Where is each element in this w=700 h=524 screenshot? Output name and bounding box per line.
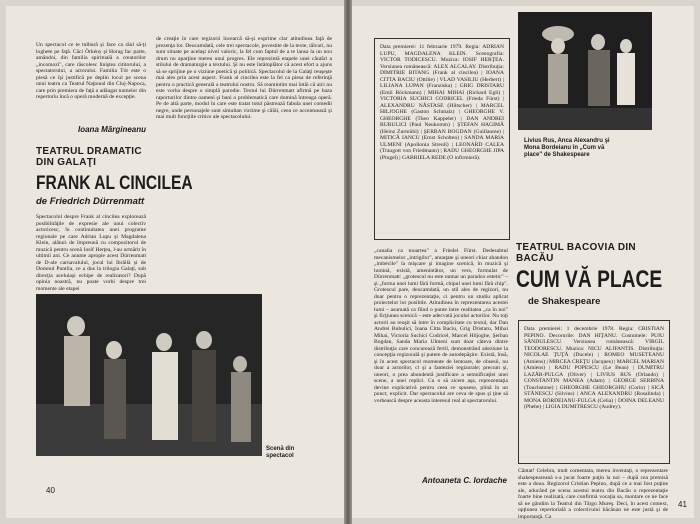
section-header-galati: TEATRUL DRAMATIC DIN GALAŢI [36, 146, 142, 168]
column-2-body: de creaţie în care regizorii încearcă să-şi exprime clar atitudinea faţă de prezenţa lor. Deocamdată, cele trei spectacole, povestite de la texte, tâlcuri, nu sunt situate pe acelaşi nivel valoric, la fel cum faptul de a te lansa la un nou drum nu aparţine mereu unui progres. Ele reprezintă etapele unei căutări a stilului de dramaturgie a textului. Şi nu este întâmplător că acest efort a ajuns să se sprijine pe o viziune poetică şi politică. Spectacolul de la Galaţi reuşeşte mai ales prin acest aspect. Frank al cincilea este la fel ca piesa de referinţă pentru o practică generală a teatrului nostru. Să reamintim mai întâi că aici nu este vorba despre o simplă parodie. Textul lui Dürrenmatt afirmă pe baza raporturilor dintre oameni şi bani o problematică care domină întreaga operă. Pe de altă parte, modul în care este tratat totul păstrează fabula unei comedii negre, unde personajele sunt simultan victime şi călăi, ceea ce accentuează şi mai mult funcţiile critice ale spectacolului. [156, 36, 332, 120]
play-author-shakespeare: de Shakespeare [528, 296, 601, 307]
page-number-right: 41 [678, 500, 687, 509]
closing-text: Cântat! Celebra, mult comentata, mereu inventaţi, o reprezentare shakespeareană s-a jucat foarte puţin la noi – după cea premisă este a doua. Regizorul Cristian Pepino, după ce a mai fost puţine ale, aducând pe scena acestui teatru din Bacău o reprezentaţie foarte bine realizată, care confirmă vocaţia sa, montare ce ne face să ne gândim la Teatrul din Târgu Mureş. Deci, în acest context, opţiunea repertorială a colectivului băcăuan ne este justă şi de importanţă. Ca [518, 468, 668, 520]
column-1-body: Spectacolul despre Frank al cincilea exploreazǎ posibilităţile de expresie ale unui colectiv actoricesc, în continuitatea unei programe regionale pe care Adrian Lupu şi Magdalena Klein, alături de împreună cu compozitorul de muzică pentru scenă Iosif Herţea, l-au urmărit în ultimii ani. Ce anume apropie acest Dürrenmatt de D-ale carnavalului, jocul lui Ibrăilă și de Domnul Puntila, ce a dus la trilogia Galaţi, sub direcţia aceluiaşi echipe de realizatori? După opinia noastră, nu poate vorbi despre trei momente ale etapei [36, 214, 146, 292]
intro-text: Un spectacol ce te tulbură şi face ca răul să-ţi loghete pe faţă. Căci Örkény şi Horag fac parte, amândoi, din familia spirituală a creatorilor „incomozi", care răscolesc liniştea cititorului, a spectatorului, a actorului. Familia Tót este o piesă ce îşi justifică pe deplin locul pe scena unui teatru ca Teatrul Naţional din Cluj-Napoca, care prin premiera de faţă a adăugat numelor din repertoriu încă o operă modernă de excepţie. [36, 42, 146, 100]
right-page [352, 6, 694, 518]
left-page [6, 6, 344, 518]
stage-scene-graphic-2 [518, 12, 652, 130]
byline-iordache: Antoaneta C. Iordache [422, 476, 507, 485]
byline-margineanu: Ioana Mărgineanu [78, 125, 147, 134]
cast-box-cum-va-place: Data premierei: 1 decembrie 1978. Regia: CRISTIAN PEPINO. Decorurile: DAN HIŢANU. Costumele: PUIU SĂNDULESCU. Versiunea românească: VIRGIL TEODORESCU. Muzica: NICU ALIFANTIS. Distribuţia: NICOLAE ŢUŢĂ (Ducele) | ROMEO MUSETEANU (Amiens) | MIRCEA CREŢU (Jacques) | MARCEL MARIAN (Amiens) | RADU POPESCU (Le Beau) | DUMITRU LAZĂR-PULGA (Oliver) | LIVIUS RUS (Orlando) | CONSTANTIN MANEA (Adam) | GEORGE SERBINA (Touchstone) | GHEORGHE GHEORGHIU (Corin) | SICĂ STĂNESCU (Silvius) | ANCA ALEXANDRU (Rosalinda) | MONA BORDEIANU-FULGA (Celia) | DOINA DELEANU (Phebe) | LIGIA DUMITRESCU (Audrey). [518, 320, 670, 464]
photo-caption-frank: Scenă din spectacol [266, 446, 295, 459]
right-column-body: „canalia ca moartea" a Friedei Fürst. Dedesubtul mecanismelor „intrigilor", anunţate şi uneori chiar abandon „imbécile" la mişcare şi imagine scenică, în muzică şi lumină, există, amenintǎtor, un vers, formulat de Dürrenmatt: „grotescul nu este numai un paradox estetic" – şi „forma unei lumi fără formă, chipul unei lumi fără chip". Grotescul pare, deocamdată, un stil ales de regizori, nu doar pentru o reprezentaţie, ci pentru un studiu aplicat proiectelor lor posibile. Atitudinea în reprezentarea acestei lumi – asumată ca fiind o punte între realitatea „ca în noi" şi ficţiunea scenică – este adecvată jocului actorilor. Nu toţi actorii au reuşit să intre în complicitate cu textul, dar Dan Andrei Bubulici, Ioana Citta Baciu, Grig Dristaru, Mihai Mihai, Victoria Suchici Codricel, Marcel Hiljoghe, Şerban Bogdan, Sanda Maria Ulmeni sunt doar câteva dintre distribuţia care concurează fertil, demonstrând adeziune la concepţia regizorală şi putere de autodepăşire. Există, însă, şi în acest spectacol momente de lentoare, de obsesii, nu doar a actorilor, ci şi a fanteziei regizorale; precum şi, uneori, o prea abundentă justificare a semnificaţiei unei scene, a unei replici. Cu o să zicem aşa, reprezentaţia devine explicativă pentru ceea ce spusese, plină în un punct, explicit. Dar spectacolul are ceva de spus şi ţine să vorbească despre aceasta interesul real al spectatorului. [374, 248, 508, 404]
stage-photo-frank [36, 294, 262, 456]
spine-gutter [344, 0, 352, 524]
section-header-bacau: TEATRUL BACOVIA DIN BACĂU [516, 242, 636, 264]
cast-box-frank: Data premierei: 11 februarie 1979. Regia: ADRIAN LUPU, MAGDALENA KLEIN. Scenografia: VICTOR TODICESCU. Muzica: IOSIF HERŢEA. Versiunea românească: ALEX ALCALAY. Distribuţia: DIMITRIE BITANG (Frank al cincilea) | IOANA CITTA BACIU (Ottilie) | VLAD VASILIU (Herbert) | LILIANA LUPAN (Franziska) | GRIG DRISTARU (Emil Böckmann) | MIHAI MIHAI (Richard Egli) | VICTORIA SUCHICI CODRICEL (Frieda Fürst) | ALEXANDRU NĂSTASE (Hiltscher) | MARCEL HILJOGHE (Gaston Schmalz) | GHEORGHE V. GHEORGHE (Theo Kappeler) | DAN ANDREI BUBULICI (Paul Neukomm) | ŞTEFAN HAGIMĂ (Heinz Zurmühl) | ŞERBAN BOGDAN (Guillaume) | MITICĂ IANCU (Ernst Scholten) | SANDA MARIA ULMENI (Apollonia Streuli) | LEONARD CALEA (Traugott von Friedmann) | RADU GHEORGHE JIPA (Pingel) | GABRIELA REDE (O infirmieră). [374, 38, 510, 240]
play-title-frank: FRANK AL CINCILEA [36, 173, 193, 194]
stage-scene-graphic [36, 294, 262, 456]
play-title-cum-va-place: CUM VĂ PLACE [516, 266, 663, 293]
stage-photo-cum-va-place [518, 12, 652, 130]
page-number-left: 40 [46, 486, 55, 495]
play-author-durrenmatt: de Friedrich Dürrenmatt [36, 196, 145, 207]
photo-caption-cum-va-place: Livius Rus, Anca Alexandru şi Mona Bordeianu în „Cum vă place" de Shakespeare [524, 138, 610, 158]
